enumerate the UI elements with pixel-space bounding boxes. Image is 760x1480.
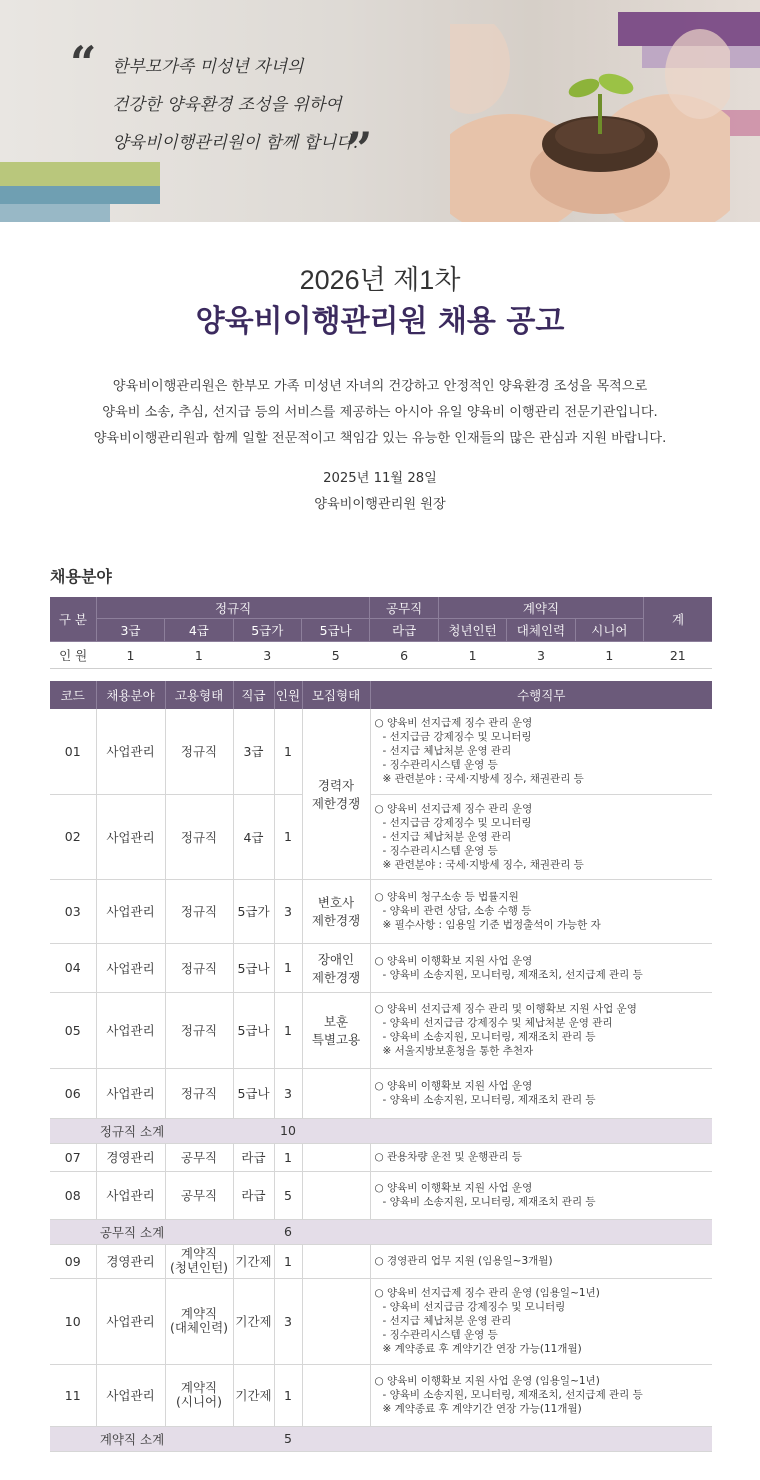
table-row <box>50 709 712 794</box>
cell-code: 05 <box>50 992 96 1068</box>
table-row <box>50 1278 712 1364</box>
cell-duty <box>370 943 712 992</box>
cell-recruit-type <box>302 1068 370 1118</box>
cell-grade: 5급나 <box>233 992 274 1068</box>
type-line: 계약직 <box>180 1380 218 1395</box>
cell-field: 사업관리 <box>96 1068 165 1118</box>
duty-line: - 선지급금 강제징수 및 모니터링 <box>382 731 532 744</box>
cell-type: 공무직 <box>165 1171 233 1219</box>
cell-recruit-type <box>302 879 370 943</box>
summary-grade: 시니어 <box>575 619 643 642</box>
hero-banner <box>0 0 760 222</box>
duty-line: - 양육비 선지급금 강제징수 및 체납처분 운영 관리 <box>382 1017 613 1029</box>
duty-line: ○ 양육비 이행확보 지원 사업 운영 <box>374 1182 533 1194</box>
cell-num: 1 <box>274 1143 302 1171</box>
summary-group-header: 계약직 <box>438 597 643 619</box>
table-row <box>50 879 712 943</box>
notice-date: 2025년 11월 28일 <box>323 471 437 486</box>
table-row <box>50 794 712 879</box>
cell-code: 02 <box>50 794 96 879</box>
intro-line: 양육비이행관리원과 함께 일할 전문적이고 책임감 있는 유능한 인재들의 많은 관심과 지원 바랍니다. <box>93 431 667 446</box>
cell-field: 사업관리 <box>96 879 165 943</box>
duty-line: ○ 양육비 선지급제 징수 관리 및 이행확보 지원 사업 운영 <box>374 1003 637 1015</box>
col-header: 수행직무 <box>370 681 712 709</box>
type-line: (청년인턴) <box>169 1260 229 1275</box>
cell-field: 경영관리 <box>96 1143 165 1171</box>
summary-count: 1 <box>165 642 233 669</box>
cell-duty <box>370 879 712 943</box>
cell-type <box>165 1244 233 1278</box>
cell-grade: 3급 <box>233 709 274 794</box>
col-header: 인원 <box>274 681 302 709</box>
duty-line: ○ 양육비 선지급제 징수 관리 운영 (임용일~1년) <box>374 1287 600 1299</box>
deco-stripe <box>0 204 110 222</box>
cell-code: 08 <box>50 1171 96 1219</box>
cell-field: 경영관리 <box>96 1244 165 1278</box>
cell-code: 11 <box>50 1364 96 1426</box>
recruit-type-line: 제한경쟁 <box>311 913 361 928</box>
duty-line: - 선지급금 강제징수 및 모니터링 <box>382 816 532 829</box>
duty-line: ○ 양육비 이행확보 지원 사업 운영 <box>374 1080 533 1092</box>
cell-type: 공무직 <box>165 1143 233 1171</box>
summary-count: 1 <box>438 642 506 669</box>
cell-num: 1 <box>274 992 302 1068</box>
cell-num: 1 <box>274 943 302 992</box>
duty-line: - 양육비 소송지원, 모니터링, 제재조치 관리 등 <box>382 1031 596 1043</box>
cell-recruit-type <box>302 943 370 992</box>
cell-grade: 기간제 <box>233 1364 274 1426</box>
summary-grade: 3급 <box>96 619 164 642</box>
duty-line: ○ 양육비 선지급제 징수 관리 운영 <box>374 717 533 730</box>
cell-grade: 5급가 <box>233 879 274 943</box>
cell-grade: 라급 <box>233 1143 274 1171</box>
recruit-type-line: 특별고용 <box>311 1032 361 1047</box>
table-row <box>50 1171 712 1219</box>
section-title: 채용분야 <box>50 567 112 586</box>
signer: 양육비이행관리원 원장 <box>314 497 446 512</box>
close-quote-icon: ” <box>346 122 373 176</box>
duty-line: ※ 관련분야 : 국세·지방세 징수, 채권관리 등 <box>382 773 584 786</box>
cell-grade: 기간제 <box>233 1244 274 1278</box>
duty-line: ○ 양육비 선지급제 징수 관리 운영 <box>374 802 533 815</box>
duty-line: ※ 관련분야 : 국세·지방세 징수, 채권관리 등 <box>382 858 584 871</box>
summary-count: 6 <box>370 642 438 669</box>
type-line: 계약직 <box>180 1306 218 1321</box>
cell-field: 사업관리 <box>96 1364 165 1426</box>
duty-line: ※ 계약종료 후 계약기간 연장 가능(11개월) <box>382 1403 582 1415</box>
subtotal-value: 5 <box>274 1426 302 1451</box>
cell-recruit-type <box>302 709 370 879</box>
duty-line: - 양육비 소송지원, 모니터링, 제재조치 관리 등 <box>382 1094 596 1106</box>
subtotal-blank <box>302 1219 712 1244</box>
deco-stripe <box>0 186 160 204</box>
table-row <box>50 992 712 1068</box>
duty-line: - 선지급 체납처분 운영 관리 <box>382 745 512 758</box>
duty-line: - 징수관리시스템 운영 등 <box>382 1329 498 1341</box>
cell-duty <box>370 1171 712 1219</box>
summary-count: 3 <box>507 642 575 669</box>
cell-recruit-type <box>302 1278 370 1364</box>
cell-num: 1 <box>274 1244 302 1278</box>
duty-line: - 선지급 체납처분 운영 관리 <box>382 830 512 843</box>
col-header: 고용형태 <box>165 681 233 709</box>
cell-duty <box>370 1143 712 1171</box>
duty-line: ※ 필수사항 : 임용일 기준 법정출석이 가능한 자 <box>382 919 601 931</box>
cell-duty <box>370 709 712 794</box>
duty-line: - 양육비 소송지원, 모니터링, 제재조치, 선지급제 관리 등 <box>382 1389 643 1401</box>
cell-type: 정규직 <box>165 943 233 992</box>
cell-type <box>165 1278 233 1364</box>
subtotal-label: 정규직 소계 <box>50 1118 274 1143</box>
cell-num: 1 <box>274 794 302 879</box>
summary-header-category: 구 분 <box>50 597 96 642</box>
cell-num: 5 <box>274 1171 302 1219</box>
cell-grade: 5급나 <box>233 1068 274 1118</box>
table-row <box>50 1068 712 1118</box>
subtotal-label: 공무직 소계 <box>50 1219 274 1244</box>
subtotal-label: 계약직 소계 <box>50 1426 274 1451</box>
intro-paragraph <box>0 374 760 452</box>
cell-type: 정규직 <box>165 879 233 943</box>
recruit-type-line: 변호사 <box>317 895 355 910</box>
cell-code: 10 <box>50 1278 96 1364</box>
subtotal-value: 6 <box>274 1219 302 1244</box>
summary-grade: 4급 <box>165 619 233 642</box>
col-header: 채용분야 <box>96 681 165 709</box>
col-header: 직급 <box>233 681 274 709</box>
cell-type: 정규직 <box>165 794 233 879</box>
cell-num: 1 <box>274 1364 302 1426</box>
cell-num: 3 <box>274 1278 302 1364</box>
duty-line: ○ 양육비 이행확보 지원 사업 운영 (임용일~1년) <box>374 1375 600 1387</box>
summary-count: 3 <box>233 642 301 669</box>
duty-line: - 징수관리시스템 운영 등 <box>382 759 498 772</box>
cell-type: 정규직 <box>165 992 233 1068</box>
duty-line: - 선지급 체납처분 운영 관리 <box>382 1315 512 1327</box>
summary-grade: 라급 <box>370 619 438 642</box>
type-line: (대체인력) <box>169 1320 229 1335</box>
recruit-type-line: 보훈 <box>323 1014 349 1029</box>
cell-grade: 4급 <box>233 794 274 879</box>
cell-type <box>165 1364 233 1426</box>
recruit-type-line: 경력자 <box>317 777 355 793</box>
cell-recruit-type <box>302 1364 370 1426</box>
intro-line: 양육비이행관리원은 한부모 가족 미성년 자녀의 건강하고 안정적인 양육환경 조성을 목적으로 <box>112 379 648 394</box>
duty-line: - 양육비 소송지원, 모니터링, 제재조치, 선지급제 관리 등 <box>382 968 643 981</box>
duty-line: ○ 관용차량 운전 및 운행관리 등 <box>374 1151 523 1163</box>
cell-code: 01 <box>50 709 96 794</box>
deco-stripe <box>0 162 160 186</box>
subtotal-row <box>50 1219 712 1244</box>
cell-code: 06 <box>50 1068 96 1118</box>
summary-header-total: 계 <box>644 597 712 642</box>
duty-line: ○ 양육비 청구소송 등 법률지원 <box>374 891 519 903</box>
page-title: 양육비이행관리원 채용 공고 <box>195 304 565 339</box>
cell-code: 03 <box>50 879 96 943</box>
cell-recruit-type <box>302 1171 370 1219</box>
cell-duty <box>370 992 712 1068</box>
table-row <box>50 1143 712 1171</box>
cell-recruit-type <box>302 1244 370 1278</box>
subtotal-blank <box>302 1426 712 1451</box>
duty-line: - 양육비 관련 상담, 소송 수행 등 <box>382 905 532 917</box>
hands-sprout-illustration <box>450 24 730 222</box>
slogan-line: 건강한 양육환경 조성을 위하여 <box>112 95 342 115</box>
duty-line: ※ 계약종료 후 계약기간 연장 가능(11개월) <box>382 1343 582 1355</box>
type-line: (시니어) <box>176 1394 222 1409</box>
cell-grade: 라급 <box>233 1171 274 1219</box>
cell-num: 1 <box>274 709 302 794</box>
summary-count-label: 인 원 <box>50 642 96 669</box>
col-header: 모집형태 <box>302 681 370 709</box>
col-header: 코드 <box>50 681 96 709</box>
summary-group-header: 공무직 <box>370 597 438 619</box>
subtotal-row <box>50 1118 712 1143</box>
signature-block <box>0 466 760 518</box>
duty-line: ○ 양육비 이행확보 지원 사업 운영 <box>374 954 533 967</box>
cell-duty <box>370 1068 712 1118</box>
cell-num: 3 <box>274 1068 302 1118</box>
summary-grade: 5급가 <box>233 619 301 642</box>
cell-duty <box>370 1364 712 1426</box>
summary-group-header: 정규직 <box>96 597 370 619</box>
cell-recruit-type <box>302 992 370 1068</box>
cell-field: 사업관리 <box>96 943 165 992</box>
cell-grade: 기간제 <box>233 1278 274 1364</box>
cell-field: 사업관리 <box>96 1278 165 1364</box>
type-line: 계약직 <box>180 1246 218 1261</box>
cell-duty <box>370 1278 712 1364</box>
cell-code: 04 <box>50 943 96 992</box>
subtotal-row <box>50 1426 712 1451</box>
cell-field: 사업관리 <box>96 709 165 794</box>
cell-type: 정규직 <box>165 709 233 794</box>
slogan-line: 양육비이행관리원이 함께 합니다. <box>112 133 359 153</box>
subtotal-blank <box>302 1118 712 1143</box>
summary-count: 5 <box>301 642 369 669</box>
duty-line: ○ 경영관리 업무 지원 (임용일~3개월) <box>374 1255 553 1267</box>
summary-count: 1 <box>575 642 643 669</box>
cell-type: 정규직 <box>165 1068 233 1118</box>
slogan-line: 한부모가족 미성년 자녀의 <box>112 57 304 77</box>
open-quote-icon: “ <box>70 36 97 90</box>
cell-num: 3 <box>274 879 302 943</box>
duty-line: - 양육비 선지급금 강제징수 및 모니터링 <box>382 1301 566 1313</box>
cell-field: 사업관리 <box>96 1171 165 1219</box>
summary-grade: 청년인턴 <box>438 619 506 642</box>
table-row <box>50 1244 712 1278</box>
recruit-type-line: 장애인 <box>317 951 355 967</box>
notice-year: 2026년 제1차 <box>299 265 461 295</box>
duty-line: - 징수관리시스템 운영 등 <box>382 844 498 857</box>
cell-duty <box>370 794 712 879</box>
recruit-type-line: 제한경쟁 <box>311 795 361 811</box>
cell-field: 사업관리 <box>96 794 165 879</box>
cell-duty <box>370 1244 712 1278</box>
intro-line: 양육비 소송, 추심, 선지급 등의 서비스를 제공하는 아시아 유일 양육비 이행관리 전문기관입니다. <box>102 405 658 420</box>
cell-grade: 5급나 <box>233 943 274 992</box>
cell-field: 사업관리 <box>96 992 165 1068</box>
recruit-type-line: 제한경쟁 <box>311 969 361 985</box>
summary-grade: 대체인력 <box>507 619 575 642</box>
positions-table <box>50 681 712 1452</box>
summary-count: 1 <box>96 642 164 669</box>
summary-grade: 5급나 <box>301 619 369 642</box>
summary-table <box>50 597 712 669</box>
summary-total: 21 <box>644 642 712 669</box>
table-row <box>50 1364 712 1426</box>
duty-line: - 양육비 소송지원, 모니터링, 제재조치 관리 등 <box>382 1196 596 1208</box>
duty-line: ※ 서울지방보훈청을 통한 추천자 <box>382 1045 534 1057</box>
subtotal-value: 10 <box>274 1118 302 1143</box>
cell-code: 09 <box>50 1244 96 1278</box>
slogan <box>112 48 452 162</box>
cell-recruit-type <box>302 1143 370 1171</box>
cell-code: 07 <box>50 1143 96 1171</box>
table-row <box>50 943 712 992</box>
